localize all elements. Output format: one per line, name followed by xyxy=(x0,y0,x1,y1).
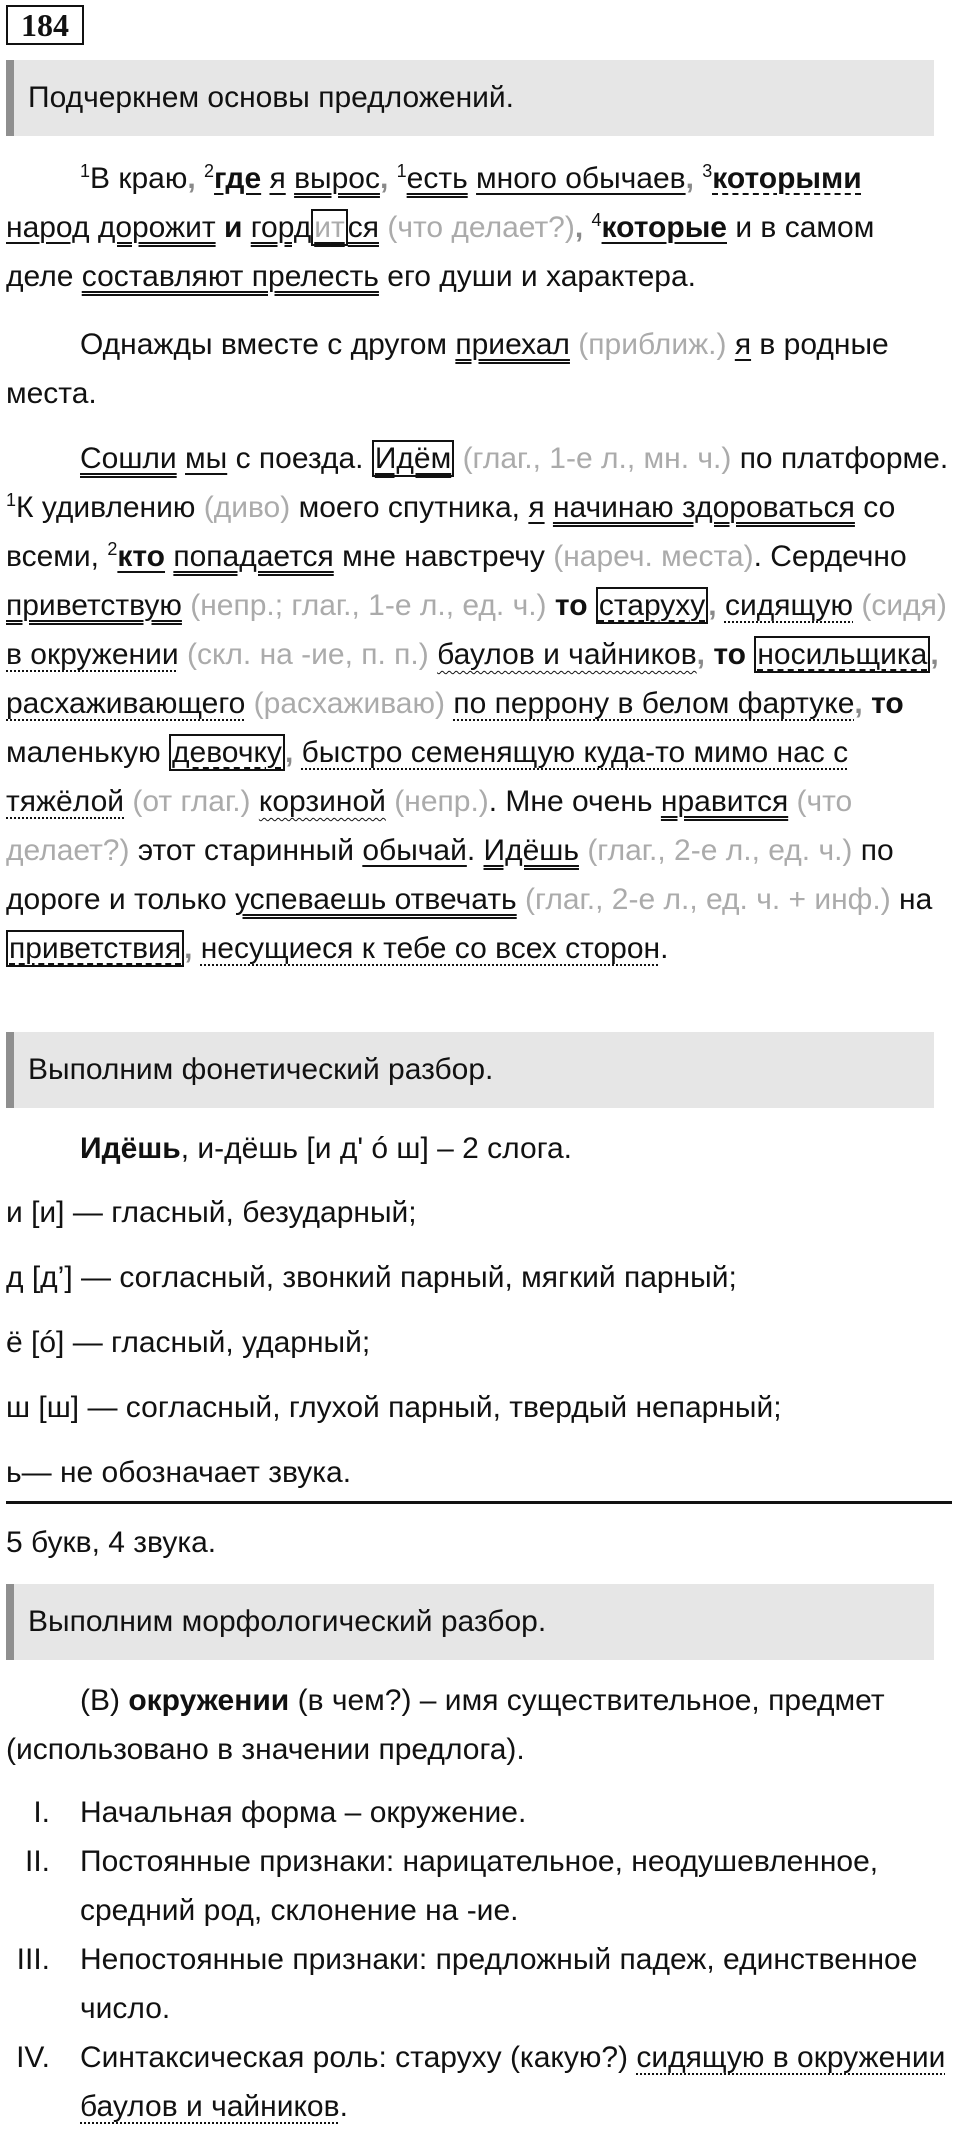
p3-note: (глаг., 2-е л., ед. ч.) xyxy=(587,834,853,867)
divider xyxy=(6,1501,952,1504)
p1-subject-which: которые xyxy=(601,211,727,244)
p3-conjunction: то xyxy=(713,638,746,671)
morph-punct: . xyxy=(339,2090,348,2123)
p3-object-boxed: старуху xyxy=(596,587,708,624)
roman-number: III. xyxy=(16,1943,50,1976)
p3-text: на xyxy=(899,883,933,916)
p3-text: со всеми, xyxy=(6,491,896,573)
p3-predicate: Идёшь xyxy=(483,834,579,867)
p3-subject: обычай xyxy=(362,834,467,867)
p3-participle: сидящую xyxy=(724,589,853,622)
p3-text: по платформе. xyxy=(739,442,949,475)
p3-subject: мы xyxy=(185,442,228,475)
phonetic-header xyxy=(6,1124,950,1173)
p3-subject: я xyxy=(528,491,545,524)
morph-list xyxy=(6,1788,950,2131)
p3-note: (скл. на -ие, п. п.) xyxy=(186,638,429,671)
phonetic-line: ь— не обозначает звука. xyxy=(6,1456,352,1489)
p1-object-which: которыми xyxy=(712,162,862,195)
p1-predicate: вырос xyxy=(294,162,380,195)
p3-participle-phrase: несущиеся к тебе со всех сторон xyxy=(200,932,661,965)
p3-note: (диво) xyxy=(203,491,291,524)
paragraph-3: Сошли мы с поезда. Идём (глаг., 1-е л., мн. ч.) по платформе. $^1$К удивлению (диво) моего спутника, я начинаю здороваться со всеми, $^2$кто попадается мне навстречу (нареч. места). Сердечно приветствую (непр.; глаг., 1-е л., ед. ч.) то старуху , сидящую (сидя) в окружении (скл. на -ие, п. п.) баулов и чайников, то носильщика , расхаживающего (расхаживаю) по перрону в белом фартуке, то маленькую девочку , быстро семенящую куда-то мимо нас с тяжёлой (от глаг.) корзиной (непр.). Мне очень нравится (что делает?) этот старинный обычай. Идёшь (глаг., 2-е л., ед. ч.) по дороге и только успеваешь отвечать (глаг., 2-е л., ед. ч. + инф.) на приветствия , несущиеся к тебе со всех сторон. xyxy=(6,442,949,965)
p3-subject-who: кто xyxy=(117,540,166,573)
p3-text: этот старинный xyxy=(137,834,354,867)
morph-participle-phrase: сидящую в окружении баулов и чайников xyxy=(80,2041,946,2123)
roman-number: II. xyxy=(24,1845,50,1878)
p1-predicate: дорожит xyxy=(97,211,216,244)
p1-text: и в самом деле xyxy=(6,211,875,293)
section-header-syntax: Подчеркнем основы предложений. xyxy=(6,60,934,136)
p3-predicate: попадается xyxy=(173,540,334,573)
p3-predicate: нравится xyxy=(660,785,789,818)
p3-note: (непр.) xyxy=(394,785,489,818)
p1-subject-where: где xyxy=(214,162,262,195)
p2-predicate: приехал xyxy=(455,328,570,361)
phonetic-summary: 5 букв, 4 звука. xyxy=(6,1526,217,1559)
p3-predicate: успеваешь отвечать xyxy=(235,883,517,916)
morph-item-text: Синтаксическая роль: старуху (какую?) xyxy=(80,2041,629,2074)
p3-attribute: корзиной xyxy=(258,785,386,818)
p2-subject: я xyxy=(734,328,752,361)
p1-conjunction: и xyxy=(223,211,243,244)
morph-word: окружении xyxy=(128,1684,290,1717)
morph-item xyxy=(6,1935,950,2033)
p1-text: его души и характера. xyxy=(387,260,696,293)
morph-item-text: Постоянные признаки: нарицательное, неодушевленное, средний род, склонение на -ие. xyxy=(80,1845,879,1927)
p3-object-boxed: девочку xyxy=(169,734,285,771)
phonetic-line: и [и] — гласный, безударный; xyxy=(6,1196,417,1229)
p1-text: В краю xyxy=(90,162,188,195)
p3-note: (сидя) xyxy=(861,589,947,622)
morph-item-text: Непостоянные признаки: предложный падеж, единственное число. xyxy=(80,1943,918,2025)
p1-note: (что делает?) xyxy=(387,211,575,244)
task-number: 184 xyxy=(6,5,84,45)
p3-text: по дороге и только xyxy=(6,834,894,916)
p3-conjunction: то xyxy=(871,687,904,720)
p3-phrase: в окружении xyxy=(6,638,179,671)
p2-text: в родные места. xyxy=(6,328,889,410)
p3-text: . Мне очень xyxy=(488,785,653,818)
p3-participle: расхаживающего xyxy=(6,687,246,720)
phonetic-line: ё [ó] — гласный, ударный; xyxy=(6,1326,371,1359)
section-header-morph: Выполним морфологический разбор. xyxy=(6,1584,934,1660)
p1-predicate: горд ит ся xyxy=(250,211,379,244)
p3-text: с поезда. xyxy=(235,442,364,475)
morph-intro xyxy=(6,1676,950,1774)
p3-text: моего спутника, xyxy=(298,491,520,524)
p3-note: (глаг., 1-е л., мн. ч.) xyxy=(462,442,732,475)
morph-item xyxy=(6,1788,950,1837)
phonetic-word: Идёшь xyxy=(80,1132,181,1165)
p1-subject: народ xyxy=(6,211,90,244)
p1-subject: я xyxy=(269,162,286,195)
phonetic-transcription: , и-дёшь [и д' ó ш] – 2 слога. xyxy=(180,1132,573,1165)
p3-note: (что делает?) xyxy=(6,785,853,867)
p3-note: (нареч. места) xyxy=(553,540,754,573)
p3-predicate: приветствую xyxy=(6,589,182,622)
p2-text: Однажды вместе с другом xyxy=(80,328,448,361)
p3-note: (расхаживаю) xyxy=(253,687,445,720)
morph-item-text: Начальная форма – окружение. xyxy=(80,1796,527,1829)
phonetic-line: ш [ш] — согласный, глухой парный, твердый непарный; xyxy=(6,1391,782,1424)
p2-note: (приближ.) xyxy=(578,328,727,361)
morph-intro-text: (в чем?) – имя существительное, предмет (использовано в значении предлога). xyxy=(6,1684,885,1766)
p3-text: К удивлению xyxy=(16,491,196,524)
p3-text: мне навстречу xyxy=(342,540,545,573)
phonetic-line: д [д’] — согласный, звонкий парный, мягкий парный; xyxy=(6,1261,737,1294)
p3-predicate: начинаю здороваться xyxy=(552,491,855,524)
p1-subject: много обычаев xyxy=(476,162,686,195)
p3-text: маленькую xyxy=(6,736,161,769)
morph-item xyxy=(6,1837,950,1935)
p3-conjunction: то xyxy=(554,589,588,622)
p3-participle-phrase: быстро семенящую куда-то мимо нас с тяжёлой xyxy=(6,736,849,818)
p3-object-boxed: приветствия xyxy=(6,930,184,967)
p3-note: (непр.; глаг., 1-е л., ед. ч.) xyxy=(190,589,547,622)
morph-item xyxy=(6,2033,950,2131)
p3-object-boxed: носильщика xyxy=(754,636,930,673)
roman-number: IV. xyxy=(16,2041,50,2074)
p3-note: (глаг., 2-е л., ед. ч. + инф.) xyxy=(525,883,891,916)
paragraph-1: $^1$В краю, $^2$где я вырос, $^1$есть много обычаев, $^3$которыми народ дорожит и горд ит ся (что делает?), $^4$которые и в самом деле составляют прелесть его души и характера. xyxy=(6,161,875,293)
section-header-phonetic: Выполним фонетический разбор. xyxy=(6,1032,934,1108)
p3-text: . Сердечно xyxy=(753,540,907,573)
p1-predicate: есть xyxy=(406,162,468,195)
p3-predicate-boxed: Идём xyxy=(372,440,454,477)
paragraph-2 xyxy=(6,320,950,418)
p3-attribute: баулов и чайников xyxy=(437,638,697,671)
p3-predicate: Сошли xyxy=(80,442,177,475)
morph-prefix: (В) xyxy=(80,1684,120,1717)
p3-phrase: по перрону в белом фартуке xyxy=(453,687,855,720)
p1-predicate: составляют прелесть xyxy=(81,260,379,293)
p3-note: (от глаг.) xyxy=(132,785,251,818)
roman-number: I. xyxy=(33,1796,50,1829)
